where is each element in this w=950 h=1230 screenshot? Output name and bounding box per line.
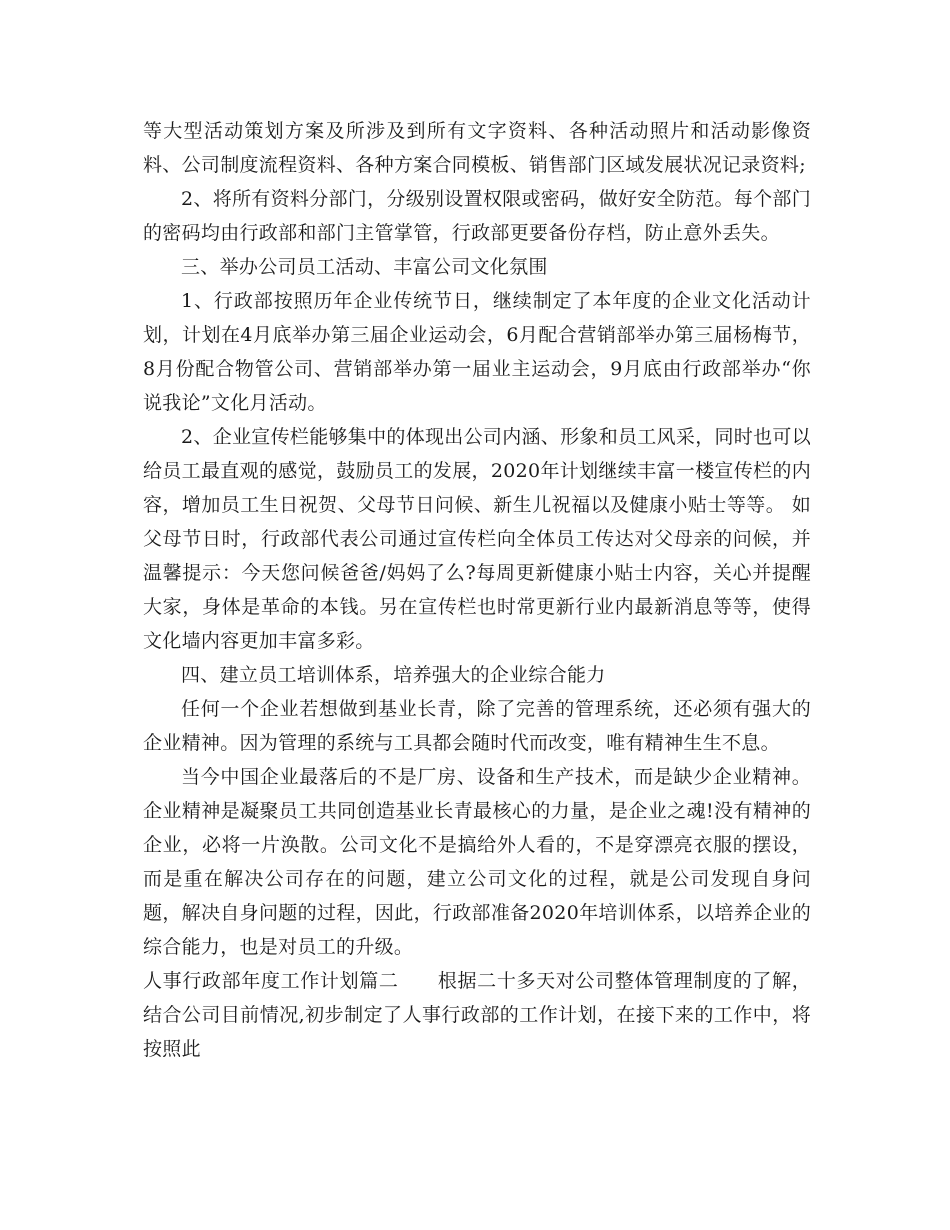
section-heading-activities: 三、举办公司员工活动、丰富公司文化氛围 [181, 256, 548, 278]
paragraph-culture-plan: 1、行政部按照历年企业传统节日，继续制定了本年度的企业文化活动计划，计划在4月底举办第三届企业运动会，6月配合营销部举办第三届杨梅节，8月份配合物管公司、营销部举办第一届业主运动会，9月底由行政部举办“你说我论”文化月活动。 [143, 290, 811, 414]
paragraph-bulletin-board: 2、企业宣传栏能够集中的体现出公司内涵、形象和员工风采，同时也可以给员工最直观的感觉，鼓励员工的发展，2020年计划继续丰富一楼宣传栏的内容，增加员工生日祝贺、父母节日问候、新生儿祝福以及健康小贴士等等。 如父母节日时，行政部代表公司通过宣传栏向全体员工传达对父母亲的问候，并温馨提示：今天您问候爸爸/妈妈了么?每周更新健康小贴士内容，关心并提醒大家，身体是革命的本钱。另在宣传栏也时常更新行业内最新消息等等，使得文化墙内容更加丰富多彩。 [143, 426, 811, 652]
paragraph-company-culture: 当今中国企业最落后的不是厂房、设备和生产技术，而是缺少企业精神。 企业精神是凝聚员工共同创造基业长青最核心的力量，是企业之魂!没有精神的企业，必将一片涣散。公司文化不是搞给外人看的，不是穿漂亮衣服的摆设，而是重在解决公司存在的问题，建立公司文化的过程，就是公司发现自身问题，解决自身问题的过程，因此，行政部准备2020年培训体系，以培养企业的综合能力，也是对员工的升级。 [143, 766, 811, 958]
paragraph-permissions: 2、将所有资料分部门，分级别设置权限或密码，做好安全防范。每个部门的密码均由行政部和部门主管掌管，行政部更要备份存档，防止意外丢失。 [143, 188, 811, 244]
paragraph-materials-list: 等大型活动策划方案及所涉及到所有文字资料、各种活动照片和活动影像资料、公司制度流程资料、各种方案合同模板、销售部门区域发展状况记录资料; [143, 120, 811, 176]
document-body [143, 114, 811, 1066]
paragraph-enterprise-spirit: 任何一个企业若想做到基业长青，除了完善的管理系统，还必须有强大的企业精神。因为管理的系统与工具都会随时代而改变，唯有精神生生不息。 [143, 698, 811, 754]
paragraph-plan-part-two: 人事行政部年度工作计划篇二 根据二十多天对公司整体管理制度的了解，结合公司目前情况,初步制定了人事行政部的工作计划，在接下来的工作中，将按照此 [143, 970, 811, 1060]
section-heading-training: 四、建立员工培训体系，培养强大的企业综合能力 [181, 664, 606, 686]
